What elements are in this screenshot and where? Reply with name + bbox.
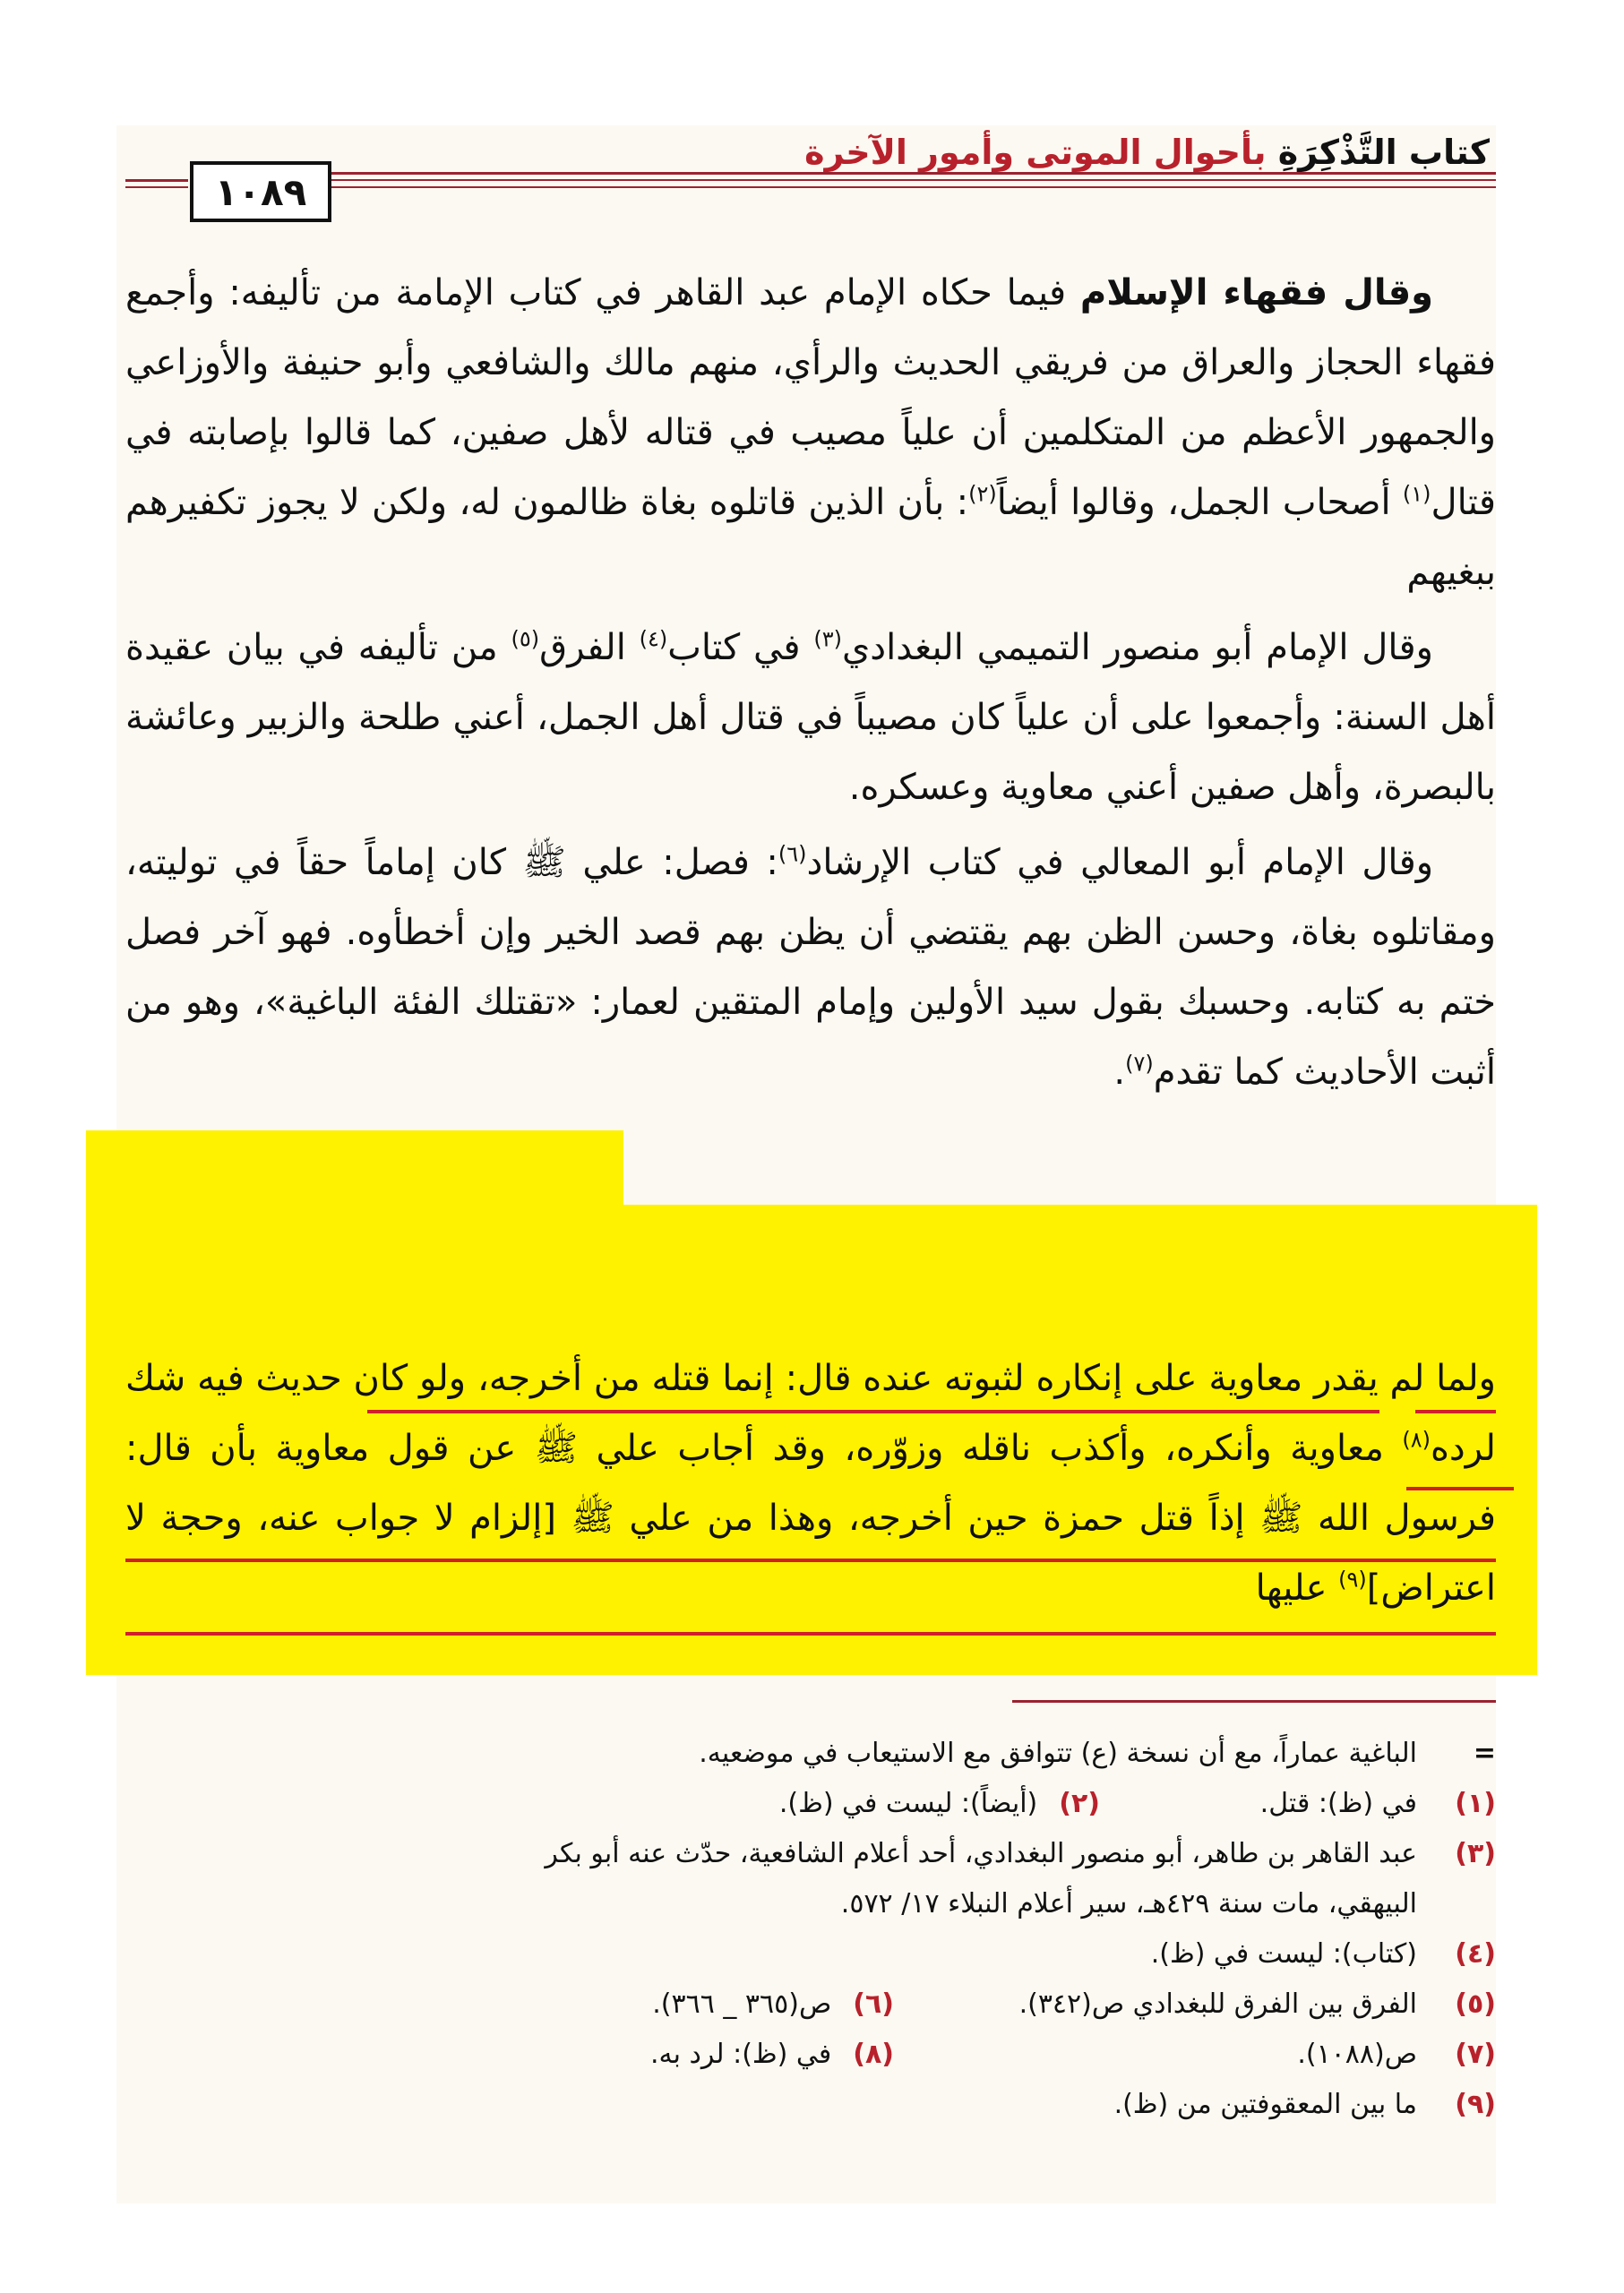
footnote-4 [269, 1929, 1496, 1980]
footnote-9 [269, 2080, 1496, 2130]
underline-2 [1406, 1487, 1514, 1490]
p1-text-a: فيما حكاه الإمام عبد القاهر في كتاب الإمامة من تأليفه: وأجمع فقهاء الحجاز والعراق من فريقي الحديث والرأي، منهم مالك والشافعي وأبو حنيفة والأوزاعي والجمهور الأعظم من المتكلمين أن علياً مصيب في قتاله لأهل صفين، كما قالوا بإصابته في قتال [125, 272, 1496, 523]
p3-text-b: : فصل: علي ﷺ كان إماماً حقاً في توليته، ومقاتلوه بغاة، وحسن الظن بهم يقتضي أن يظن بهم قصد الخير وإن أخطأوه. فهو آخر فصل ختم به كتابه. وحسبك بقول سيد الأولين وإمام المتقين لعمار: «تقتلك الفئة الباغية»، وهو من أثبت الأحاديث كما تقدم [125, 842, 1496, 1093]
footnote-text-6: ص(٣٦٥ _ ٣٦٦). [652, 1988, 832, 2020]
main-text-2 [125, 1344, 1496, 1623]
footnote-text-9: ما بين المعقوفتين من (ظ). [1113, 2089, 1417, 2120]
page-number: ١٠٨٩ [190, 161, 331, 222]
highlight-block-1 [86, 1130, 623, 1209]
footnote-7-8 [269, 2030, 1496, 2080]
main-text [125, 258, 1496, 1107]
footnote-text-7: ص(١٠٨٨). [1297, 2039, 1417, 2070]
p1-text-b: أصحاب الجمل، وقالوا أيضاً [996, 482, 1403, 523]
footnote-num-5: (٥) [1455, 1988, 1496, 2020]
footnote-cont-mark: = [1473, 1738, 1496, 1769]
footnote-num-4: (٤) [1455, 1938, 1496, 1970]
footnote-num-6: (٦) [853, 1988, 894, 2020]
underline-1 [367, 1410, 1379, 1413]
footnote-text-3a: عبد القاهر بن طاهر، أبو منصور البغدادي، أحد أعلام الشافعية، حدّث عنه أبو بكر [545, 1838, 1417, 1869]
footnote-continuation [269, 1729, 1496, 1779]
p3-text-c: . [1113, 1052, 1126, 1093]
p2-text-a: وقال الإمام أبو منصور التميمي البغدادي [841, 627, 1433, 668]
footnote-num-9: (٩) [1455, 2089, 1496, 2120]
footnote-text-2: (أيضاً): ليست في (ظ). [778, 1788, 1038, 1819]
footnote-num-1: (١) [1455, 1788, 1496, 1819]
footnote-ref-5[interactable]: (٥) [511, 626, 540, 652]
underline-4 [125, 1632, 1496, 1636]
footnote-num-2: (٢) [1059, 1788, 1100, 1819]
p2-text-b: في كتاب [667, 627, 814, 668]
p2-text-d: من تأليفه في بيان عقيدة أهل السنة: وأجمعوا على أن علياً كان مصيباً في قتال أهل الجمل، أعني طلحة والزبير وعائشة بالبصرة، وأهل صفين أعني معاوية وعسكره. [125, 627, 1496, 808]
p1-lead: وقال فقهاء الإسلام [1079, 272, 1433, 313]
footnote-ref-7[interactable]: (٧) [1125, 1051, 1154, 1077]
footnote-ref-1[interactable]: (١) [1402, 481, 1431, 507]
footnote-cont-text: الباغية عماراً، مع أن نسخة (ع) تتوافق مع الاستيعاب في موضعيه. [699, 1738, 1417, 1769]
footnote-ref-9[interactable]: (٩) [1338, 1567, 1367, 1593]
underline-1b [1415, 1410, 1496, 1413]
footnote-3-cont [269, 1879, 1496, 1929]
paragraph-3 [125, 828, 1496, 1107]
footnote-ref-3[interactable]: (٣) [813, 626, 842, 652]
footnote-num-7: (٧) [1455, 2039, 1496, 2070]
footnote-text-1: في (ظ): قتل. [1259, 1788, 1417, 1819]
footnote-num-3: (٣) [1455, 1838, 1496, 1869]
footnote-num-8: (٨) [853, 2039, 894, 2070]
header-rule-top [331, 172, 1496, 175]
footnote-5-6 [269, 1980, 1496, 2030]
header-rule-left-2 [125, 186, 188, 188]
p4-text-c: عليها [1255, 1567, 1339, 1609]
footnote-ref-6[interactable]: (٦) [778, 841, 807, 867]
header-rule-mid [331, 179, 1496, 181]
p4-text-a: ولما لم يقدر معاوية على إنكاره لثبوته عنده قال: إنما قتله من أخرجه، ولو كان حديث فيه شك لرده [125, 1358, 1496, 1469]
footnote-text-8: في (ظ): لرد به. [650, 2039, 832, 2070]
footnote-ref-8[interactable]: (٨) [1402, 1427, 1431, 1453]
running-header [804, 133, 1490, 172]
footnote-text-4: (كتاب): ليست في (ظ). [1150, 1938, 1417, 1970]
paragraph-1 [125, 258, 1496, 607]
paragraph-4 [125, 1344, 1496, 1623]
footnote-1-2 [269, 1779, 1496, 1829]
header-title-rest: بأحوال الموتى وأمور الآخرة [804, 133, 1278, 172]
p3-text-a: وقال الإمام أبو المعالي في كتاب الإرشاد [806, 842, 1434, 883]
p2-text-c: الفرق [539, 627, 640, 668]
header-rule-left [125, 179, 188, 182]
footnote-ref-2[interactable]: (٢) [968, 481, 997, 507]
footnote-text-5: الفرق بين الفرق للبغدادي ص(٣٤٢). [1018, 1988, 1417, 2020]
underline-3 [125, 1559, 1496, 1562]
footnote-ref-4[interactable]: (٤) [639, 626, 668, 652]
header-title-prefix: كتاب التَّذْكِرَةِ [1277, 133, 1490, 172]
footnote-text-3b: البيهقي، مات سنة ٤٢٩هـ، سير أعلام النبلاء ١٧/ ٥٧٢. [840, 1888, 1417, 1919]
paragraph-2 [125, 613, 1496, 822]
p1-text-c: : بأن الذين قاتلوه بغاة ظالمون له، ولكن لا يجوز تكفيرهم ببغيهم [125, 482, 1496, 593]
p4-text-b: معاوية وأنكره، وأكذب ناقله وزوّره، وقد أجاب علي ﷺ عن قول معاوية بأن قال: فرسول الله ﷺ إذاً قتل حمزة حين أخرجه، وهذا من علي ﷺ [إلزام لا جواب عنه، وحجة لا اعتراض] [125, 1428, 1496, 1609]
footnote-3 [269, 1829, 1496, 1879]
footnotes [269, 1729, 1496, 2130]
footnote-separator [1012, 1700, 1496, 1703]
header-rule-bottom [331, 186, 1496, 188]
